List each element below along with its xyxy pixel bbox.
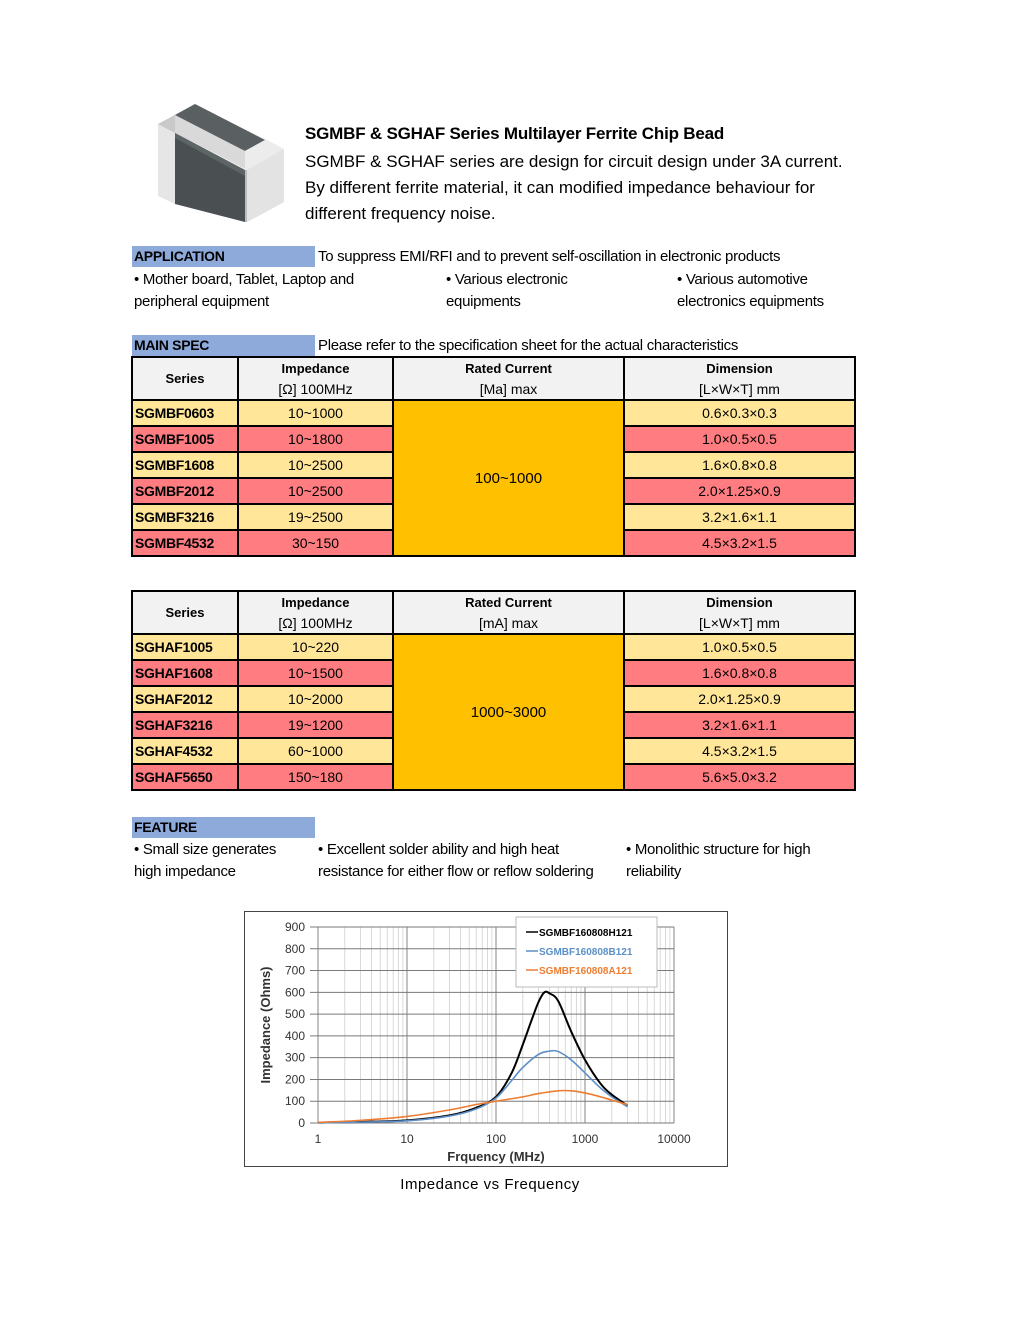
series-cell: SGHAF1608 [132,660,238,686]
x-tick-label: 10 [400,1132,414,1146]
series-cell: SGMBF1005 [132,426,238,452]
application-bullet: • Mother board, Tablet, Laptop and peripheral equipment [134,271,354,310]
table-header-row [132,357,855,400]
impedance-cell: 10~2500 [238,478,393,504]
dimension-cell: 5.6×5.0×3.2 [624,764,855,790]
dimension-cell: 3.2×1.6×1.1 [624,712,855,738]
impedance-cell: 19~2500 [238,504,393,530]
impedance-cell: 10~1800 [238,426,393,452]
dimension-cell: 3.2×1.6×1.1 [624,504,855,530]
impedance-cell: 10~220 [238,634,393,660]
y-tick-label: 900 [284,920,305,934]
dimension-cell: 2.0×1.25×0.9 [624,686,855,712]
rated-current-cell: 1000~3000 [393,634,624,790]
dimension-cell: 2.0×1.25×0.9 [624,478,855,504]
dimension-cell: 1.0×0.5×0.5 [624,634,855,660]
rated-current-cell: 100~1000 [393,400,624,556]
series-cell: SGHAF5650 [132,764,238,790]
application-note: To suppress EMI/RFI and to prevent self-oscillation in electronic products [318,248,781,265]
impedance-cell: 150~180 [238,764,393,790]
sghaf-spec-table [131,590,856,791]
header-series: Series [132,591,238,634]
table-header-row [132,591,855,634]
legend-label: SGMBF160808B121 [539,947,633,958]
series-cell: SGMBF2012 [132,478,238,504]
dimension-cell: 1.0×0.5×0.5 [624,426,855,452]
series-cell: SGMBF0603 [132,400,238,426]
page-title: SGMBF & SGHAF Series Multilayer Ferrite Chip Bead [305,124,725,143]
feature-bullet: • Small size generates high impedance [134,841,277,880]
feature-bullet: • Monolithic structure for high reliability [626,841,811,880]
series-cell: SGHAF1005 [132,634,238,660]
series-cell: SGMBF1608 [132,452,238,478]
table-row [132,400,855,426]
header-impedance: Impedance [Ω] 100MHz [238,591,393,634]
chip-bead-image [150,104,285,224]
sgmbf-spec-table [131,356,856,557]
series-cell: SGHAF2012 [132,686,238,712]
y-tick-label: 200 [284,1072,305,1087]
y-tick-label: 700 [284,963,305,978]
impedance-cell: 30~150 [238,530,393,556]
dimension-cell: 1.6×0.8×0.8 [624,660,855,686]
y-tick-label: 0 [298,1116,305,1130]
y-tick-label: 300 [284,1050,305,1065]
impedance-cell: 10~2000 [238,686,393,712]
x-tick-label: 10000 [657,1132,691,1146]
dimension-cell: 1.6×0.8×0.8 [624,452,855,478]
header-dimension: Dimension [L×W×T] mm [624,357,855,400]
impedance-cell: 10~1500 [238,660,393,686]
header-rated-current: Rated Current [Ma] max [393,357,624,400]
header-rated-current: Rated Current [mA] max [393,591,624,634]
chart-svg [245,912,726,1165]
legend-label: SGMBF160808H121 [539,928,633,939]
legend-label: SGMBF160808A121 [539,966,633,977]
y-tick-label: 600 [284,985,305,1000]
header-series: Series [132,357,238,400]
y-tick-label: 100 [284,1094,305,1109]
series-cell: SGMBF3216 [132,504,238,530]
application-bullet: • Various automotive electronics equipments [677,271,824,310]
feature-label: FEATURE [132,817,315,838]
chart-caption: Impedance vs Frequency [400,1176,580,1193]
y-tick-label: 400 [284,1028,305,1043]
impedance-cell: 10~1000 [238,400,393,426]
feature-bullet: • Excellent solder ability and high heat resistance for either flow or reflow soldering [318,841,594,880]
y-tick-label: 500 [284,1007,305,1022]
table-row [132,634,855,660]
impedance-cell: 60~1000 [238,738,393,764]
main-spec-note: Please refer to the specification sheet for the actual characteristics [318,337,739,354]
impedance-chart [244,911,728,1167]
dimension-cell: 0.6×0.3×0.3 [624,400,855,426]
impedance-cell: 10~2500 [238,452,393,478]
header-impedance: Impedance [Ω] 100MHz [238,357,393,400]
y-axis-label: Impedance (Ohms) [258,966,273,1084]
dimension-cell: 4.5×3.2×1.5 [624,530,855,556]
application-label: APPLICATION [132,246,315,267]
header-dimension: Dimension [L×W×T] mm [624,591,855,634]
x-tick-label: 1 [314,1132,322,1146]
x-axis-label: Frquency (MHz) [447,1149,545,1164]
series-cell: SGMBF4532 [132,530,238,556]
x-tick-label: 100 [485,1132,507,1146]
main-spec-label: MAIN SPEC [132,335,315,356]
x-tick-label: 1000 [571,1132,599,1146]
y-tick-label: 800 [284,941,305,956]
series-cell: SGHAF3216 [132,712,238,738]
impedance-cell: 19~1200 [238,712,393,738]
series-cell: SGHAF4532 [132,738,238,764]
dimension-cell: 4.5×3.2×1.5 [624,738,855,764]
application-bullet: • Various electronic equipments [446,271,568,310]
intro-text: SGMBF & SGHAF series are design for circuit design under 3A current. By different ferrite material, it can modified impedance behaviour for different frequency noise. [305,152,843,223]
